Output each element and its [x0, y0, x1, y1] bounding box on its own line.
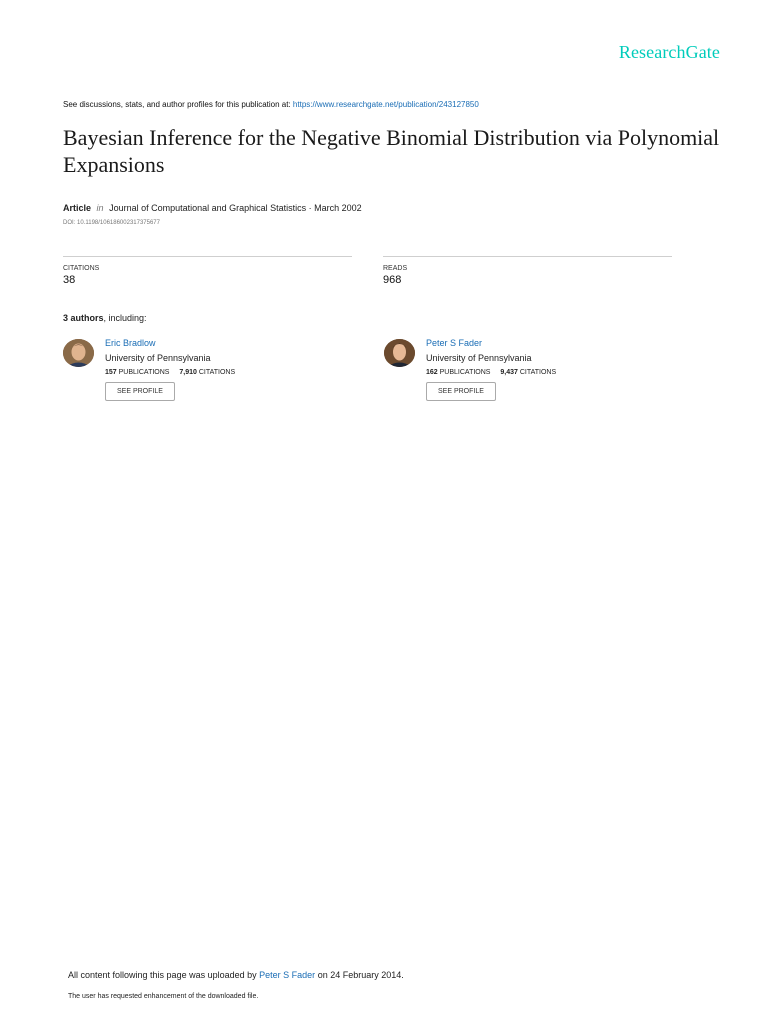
citations-stat	[63, 256, 352, 286]
upload-prefix: All content following this page was uploaded by	[68, 970, 257, 980]
author-citations-label: CITATIONS	[198, 369, 236, 376]
author-citations-count: 9,437	[500, 369, 518, 376]
upload-notice	[68, 970, 404, 980]
author-institution: University of Pennsylvania	[105, 353, 211, 363]
journal-and-date: Journal of Computational and Graphical Statistics · March 2002	[109, 203, 362, 213]
authors-heading	[63, 313, 147, 323]
discussion-notice	[63, 100, 479, 109]
publications-label: PUBLICATIONS	[439, 369, 491, 376]
author-info	[105, 338, 345, 401]
publication-link[interactable]: https://www.researchgate.net/publication/243127850	[292, 100, 479, 109]
author-citations-label: CITATIONS	[519, 369, 557, 376]
see-profile-button[interactable]: SEE PROFILE	[426, 382, 496, 401]
publications-label: PUBLICATIONS	[118, 369, 170, 376]
publications-count: 162	[426, 369, 438, 376]
researchgate-logo[interactable]: ResearchGate	[618, 42, 720, 62]
authors-count: 3 authors	[63, 313, 104, 323]
avatar-photo-icon	[384, 339, 415, 367]
avatar[interactable]	[384, 339, 415, 367]
author-institution: University of Pennsylvania	[426, 353, 532, 363]
author-card	[63, 338, 343, 410]
article-meta	[63, 203, 362, 213]
article-title: Bayesian Inference for the Negative Binomial Distribution via Polynomial Expansions	[63, 125, 720, 177]
reads-stat	[383, 256, 672, 286]
reads-label: READS	[383, 265, 408, 272]
author-info	[426, 338, 666, 401]
citations-label: CITATIONS	[63, 265, 100, 272]
avatar[interactable]	[63, 339, 94, 367]
avatar-photo-icon	[63, 339, 94, 367]
author-name-link[interactable]: Peter S Fader	[426, 338, 483, 348]
author-counts	[426, 369, 666, 376]
discussion-notice-text: See discussions, stats, and author profiles for this publication at:	[63, 100, 291, 109]
author-name-link[interactable]: Eric Bradlow	[105, 338, 156, 348]
author-citations-count: 7,910	[179, 369, 197, 376]
article-in-word: in	[96, 203, 104, 213]
author-counts	[105, 369, 345, 376]
enhancement-note: The user has requested enhancement of the downloaded file.	[68, 993, 259, 1000]
authors-including: , including:	[103, 313, 147, 323]
doi: DOI: 10.1198/106186002317375677	[63, 220, 160, 226]
upload-suffix: on 24 February 2014.	[317, 970, 404, 980]
citations-value: 38	[63, 274, 76, 286]
uploader-link[interactable]: Peter S Fader	[259, 970, 316, 980]
see-profile-button[interactable]: SEE PROFILE	[105, 382, 175, 401]
reads-value: 968	[383, 274, 402, 286]
author-card	[384, 338, 664, 410]
publications-count: 157	[105, 369, 117, 376]
article-type: Article	[63, 203, 92, 213]
